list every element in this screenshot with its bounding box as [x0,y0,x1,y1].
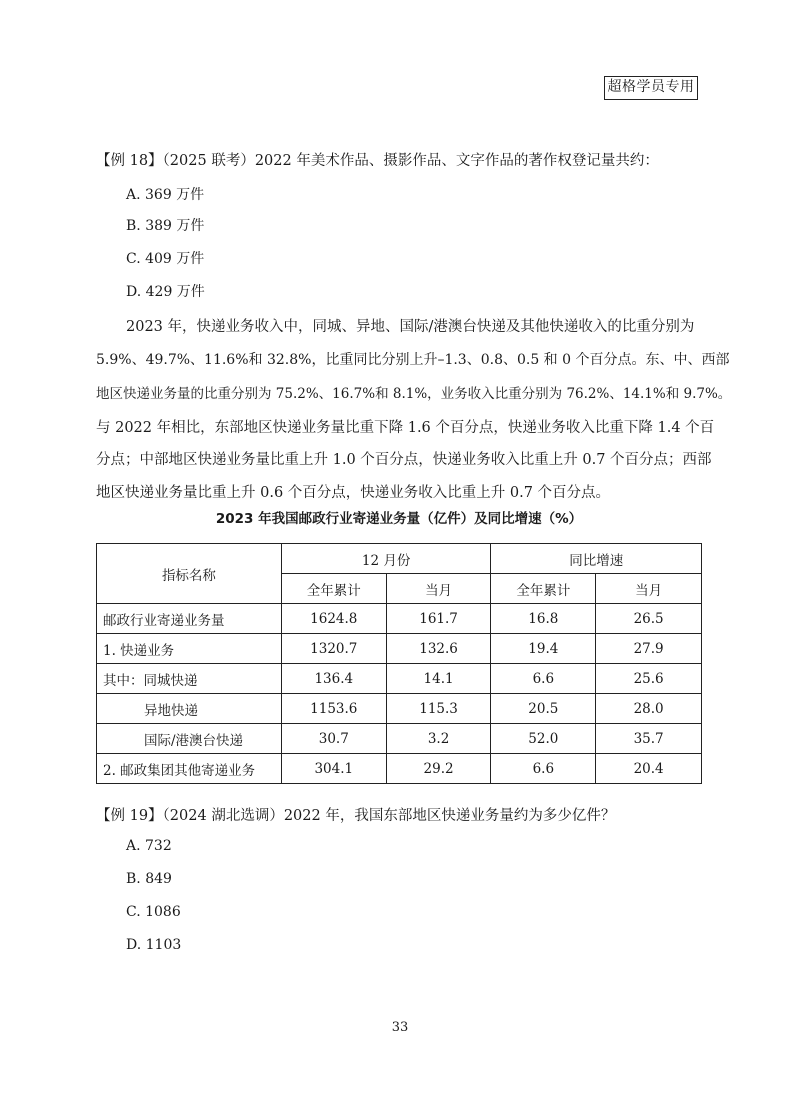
question-19-option-a: A. 732 [126,838,172,854]
student-only-badge: 超格学员专用 [604,76,698,100]
row-cell: 16.8 [491,604,596,634]
subheader-month: 当月 [386,574,491,604]
row-cell: 115.3 [386,694,491,724]
row-cell: 28.0 [596,694,702,724]
row-cell: 27.9 [596,634,702,664]
passage-line-2: 5.9%、49.7%、11.6%和 32.8%，比重同比分别上升–1.3、0.8、0.5 和 0 个百分点。东、中、西部 [96,352,730,368]
row-name: 异地快递 [97,694,282,724]
subheader-cumulative: 全年累计 [281,574,386,604]
row-cell: 304.1 [281,754,386,784]
row-cell: 6.6 [491,754,596,784]
passage-line-1: 2023 年，快递业务收入中，同城、异地、国际/港澳台快递及其他快递收入的比重分别为 [126,319,695,335]
header-december: 12 月份 [281,544,491,574]
table-row [97,724,702,754]
row-cell: 1624.8 [281,604,386,634]
question-18-option-c: C. 409 万件 [126,251,205,267]
row-cell: 25.6 [596,664,702,694]
row-cell: 14.1 [386,664,491,694]
row-cell: 3.2 [386,724,491,754]
row-name: 2. 邮政集团其他寄递业务 [97,754,282,784]
row-cell: 35.7 [596,724,702,754]
question-19-option-c: C. 1086 [126,904,181,920]
question-18-option-a: A. 369 万件 [126,187,205,203]
row-cell: 6.6 [491,664,596,694]
table-title: 2023 年我国邮政行业寄递业务量（亿件）及同比增速（%） [215,511,583,527]
row-cell: 1320.7 [281,634,386,664]
row-cell: 52.0 [491,724,596,754]
row-cell: 1153.6 [281,694,386,724]
subheader-cumulative: 全年累计 [491,574,596,604]
row-cell: 132.6 [386,634,491,664]
question-19-stem: 【例 19】（2024 湖北选调）2022 年，我国东部地区快递业务量约为多少亿件？ [96,808,616,824]
postal-stats-table [96,543,702,784]
row-cell: 30.7 [281,724,386,754]
row-cell: 26.5 [596,604,702,634]
question-19-option-d: D. 1103 [126,937,182,953]
question-18-option-b: B. 389 万件 [126,218,205,234]
passage-line-5: 分点；中部地区快递业务量比重上升 1.0 个百分点，快递业务收入比重上升 0.7 个百分点；西部 [96,452,712,468]
table-row [97,694,702,724]
row-name: 1. 快递业务 [97,634,282,664]
row-cell: 161.7 [386,604,491,634]
question-18-stem: 【例 18】（2025 联考）2022 年美术作品、摄影作品、文字作品的著作权登记量共约： [96,153,659,169]
row-name: 邮政行业寄递业务量 [97,604,282,634]
table-row [97,664,702,694]
row-cell: 29.2 [386,754,491,784]
subheader-month: 当月 [596,574,702,604]
table-row [97,634,702,664]
row-cell: 20.4 [596,754,702,784]
passage-line-6: 地区快递业务量比重上升 0.6 个百分点，快递业务收入比重上升 0.7 个百分点。 [96,485,611,501]
question-18-option-d: D. 429 万件 [126,284,205,300]
header-yoy-growth: 同比增速 [491,544,702,574]
row-cell: 20.5 [491,694,596,724]
table-row [97,754,702,784]
row-cell: 136.4 [281,664,386,694]
passage-line-4: 与 2022 年相比，东部地区快递业务量比重下降 1.6 个百分点，快递业务收入比重下降 1.4 个百 [96,420,715,436]
row-name: 其中：同城快递 [97,664,282,694]
row-cell: 19.4 [491,634,596,664]
row-name: 国际/港澳台快递 [97,724,282,754]
question-19-option-b: B. 849 [126,871,172,887]
table-header-row [97,544,702,574]
table-row [97,604,702,634]
page-number: 33 [391,1020,409,1035]
header-indicator-name: 指标名称 [97,544,282,604]
passage-line-3: 地区快递业务量的比重分别为 75.2%、16.7%和 8.1%，业务收入比重分别为 76.2%、14.1%和 9.7%。 [96,386,732,402]
